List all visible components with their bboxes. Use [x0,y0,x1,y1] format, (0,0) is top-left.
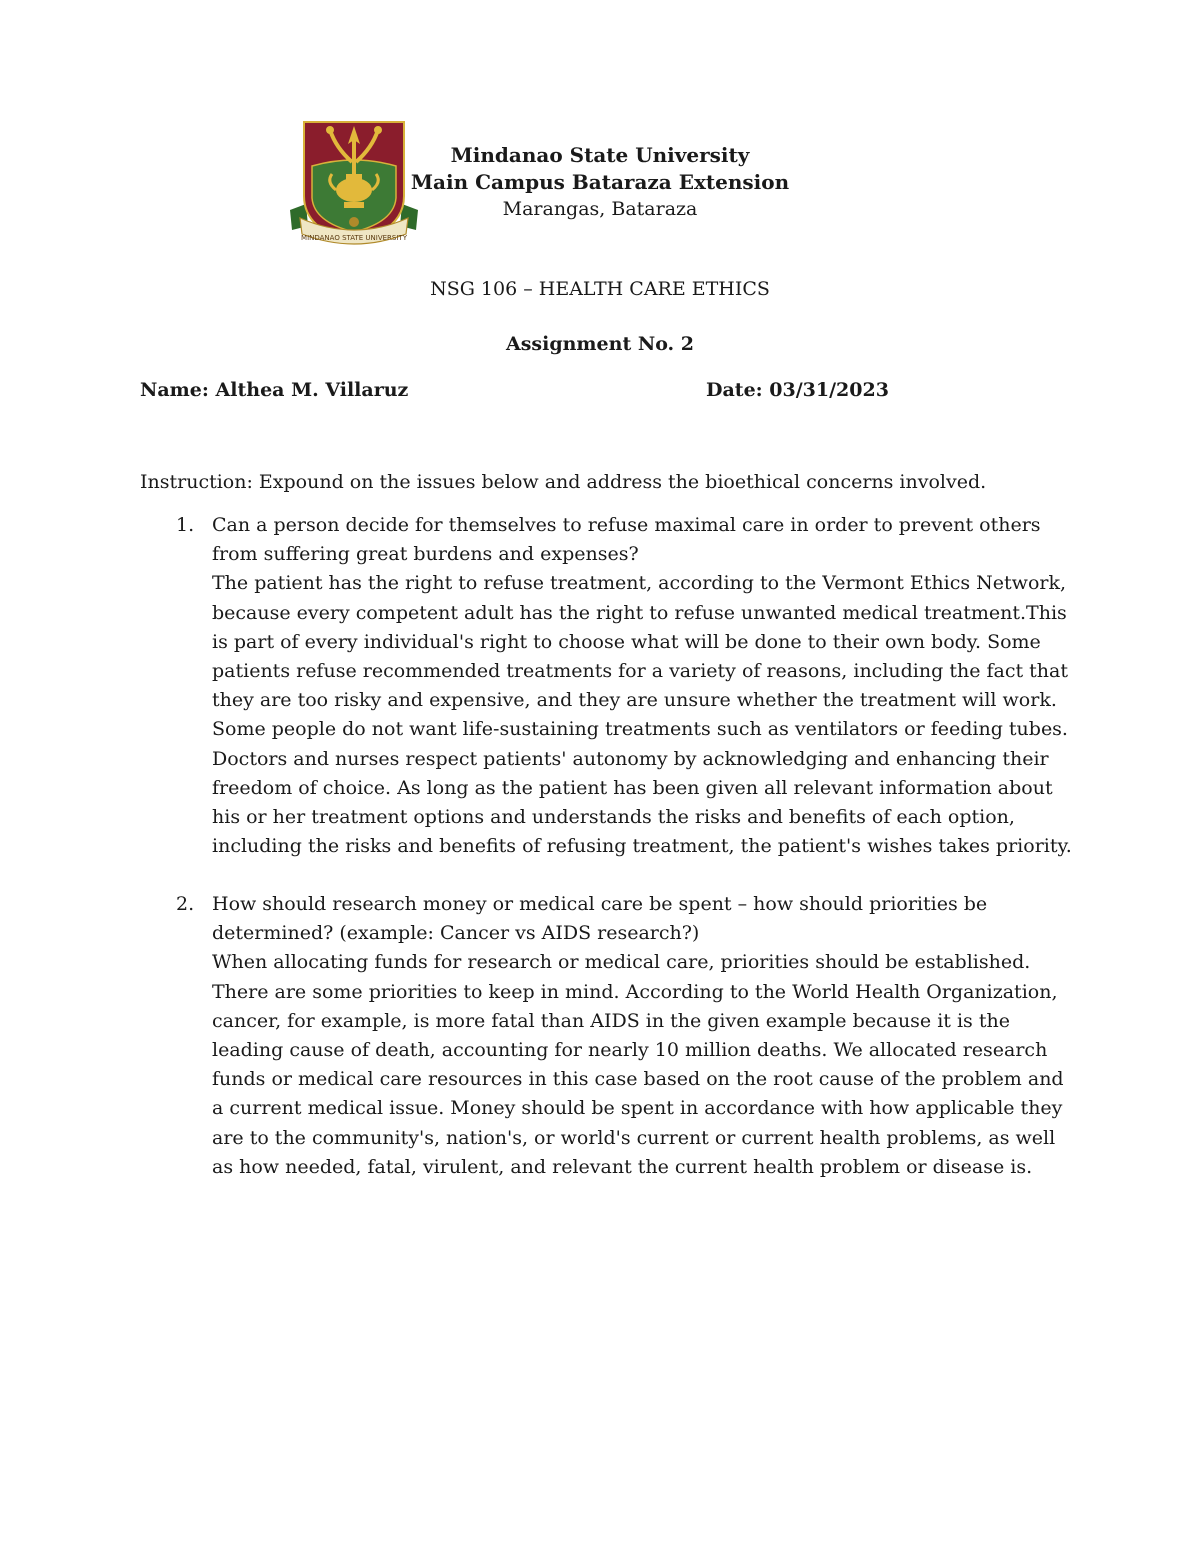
item-number: 2. [176,893,195,915]
date-field [706,379,889,401]
university-name: Mindanao State University [450,143,750,167]
item-answer: The patient has the right to refuse treatment, according to the Vermont Ethics Network, because every competent adult has the right to refuse unwanted medical treatment.This is part of every individual's right to choose what will be done to their own body. Some patients refuse recommended treatments for a variety of reasons, including the fact that they are too risky and expensive, and they are unsure whether the treatment will work. Some people do not want life-sustaining treatments such as ventilators or feeding tubes. Doctors and nurses respect patients' autonomy by acknowledging and enhancing their freedom of choice. As long as the patient has been given all relevant information about his or her treatment options and understands the risks and benefits of each option, including the risks and benefits of refusing treatment, the patient's wishes takes priority. [212,572,1072,858]
campus-name: Main Campus Bataraza Extension [410,170,790,194]
instruction-text: Instruction: Expound on the issues below and address the bioethical concerns involved. [140,471,987,493]
student-name: Althea M. Villaruz [215,379,409,401]
student-name-field [140,379,408,401]
course-title: NSG 106 – HEALTH CARE ETHICS [430,278,770,300]
item-number: 1. [176,514,195,536]
assignment-title: Assignment No. 2 [505,333,694,355]
date-label: Date: [706,379,763,401]
item-question: Can a person decide for themselves to refuse maximal care in order to prevent others from suffering great burdens and expenses? [212,514,1041,566]
svg-text:MINDANAO STATE UNIVERSITY: MINDANAO STATE UNIVERSITY [301,234,407,242]
letterhead [360,142,840,223]
campus-location: Marangas, Bataraza [502,198,698,220]
name-label: Name: [140,379,209,401]
item-answer: When allocating funds for research or medical care, priorities should be established. There are some priorities to keep in mind. According to the World Health Organization, cancer, for example, is more fatal than AIDS in the given example because it is the leading cause of death, accounting for nearly 10 million deaths. We allocated research funds or medical care resources in this case based on the root cause of the problem and a current medical issue. Money should be spent in accordance with how applicable they are to the community's, nation's, or world's current or current health problems, as well as how needed, fatal, virulent, and relevant the current health problem or disease is. [212,951,1064,1178]
date-value: 03/31/2023 [769,379,889,401]
item-question: How should research money or medical care be spent – how should priorities be determined? (example: Cancer vs AIDS research?) [212,893,988,945]
